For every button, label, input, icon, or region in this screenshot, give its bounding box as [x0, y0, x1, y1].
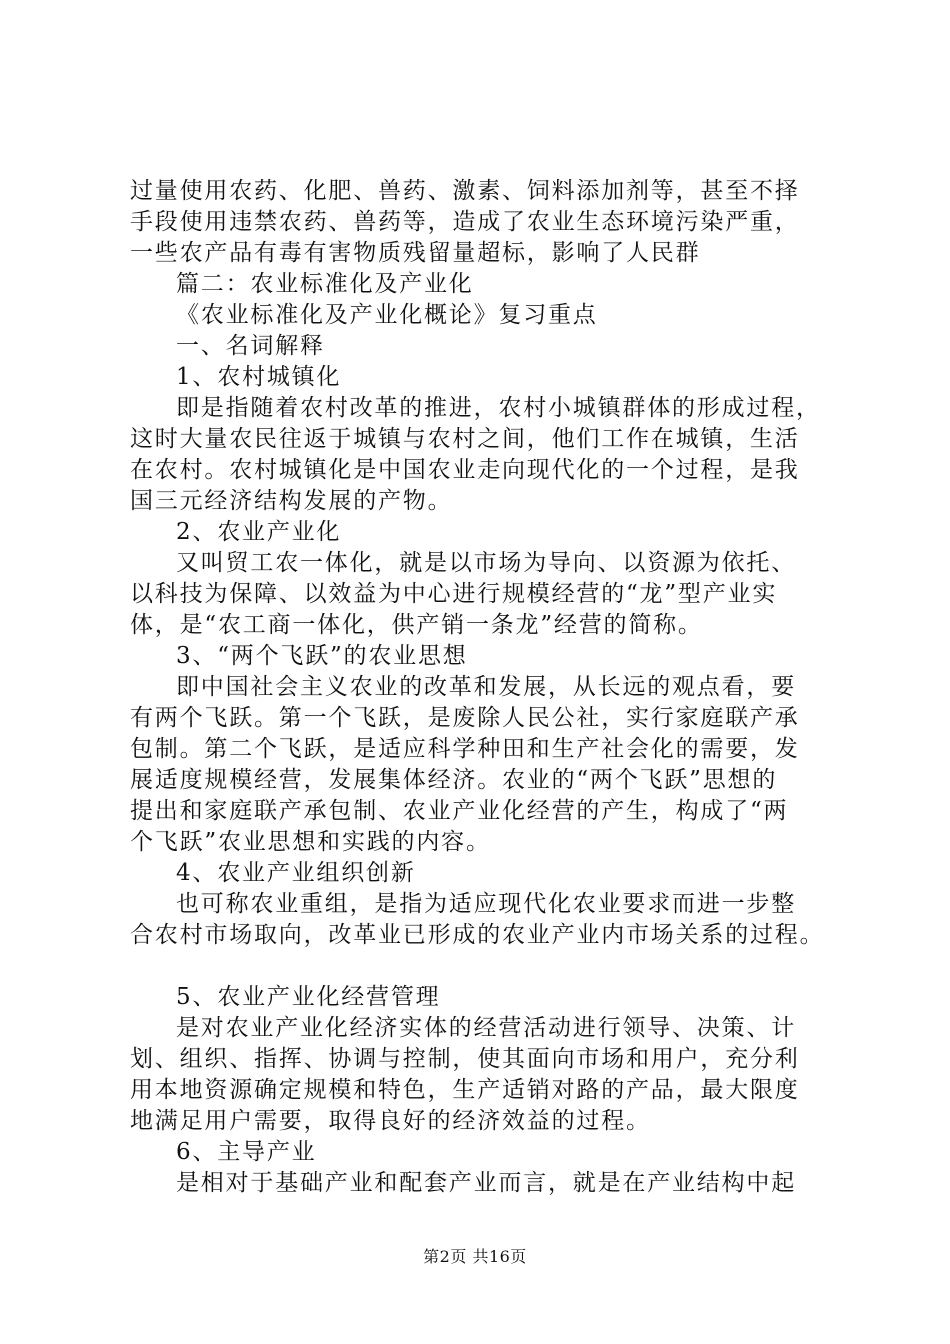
section-heading: 篇二：农业标准化及产业化 [176, 271, 474, 297]
paragraph-line: 即中国社会主义农业的改革和发展，从长远的观点看，要 [176, 674, 796, 700]
paragraph-line: 过量使用农药、化肥、兽药、激素、饲料添加剂等，甚至不择 [130, 178, 800, 204]
paragraph-line: 包制。第二个飞跃，是适应科学种田和生产社会化的需要，发 [130, 736, 800, 762]
term-heading: 4、农业产业组织创新 [176, 860, 416, 886]
document-title: 《农业标准化及产业化概论》复习重点 [176, 302, 598, 328]
paragraph-line: 个飞跃”农业思想和实践的内容。 [130, 829, 491, 855]
paragraph-line: 一些农产品有毒有害物质残留量超标，影响了人民群 [130, 240, 701, 266]
paragraph-line: 体，是“农工商一体化，供产销一条龙”经营的简称。 [130, 612, 703, 638]
paragraph-line: 手段使用违禁农药、兽药等，造成了农业生态环境污染严重， [130, 209, 800, 235]
term-heading: 6、主导产业 [176, 1139, 317, 1165]
paragraph-line: 即是指随着农村改革的推进，农村小城镇群体的形成过程， [176, 395, 821, 421]
page-number-footer: 第2页 共16页 [423, 1247, 527, 1266]
term-heading: 1、农村城镇化 [176, 364, 342, 390]
paragraph-line: 划、组织、指挥、协调与控制，使其面向市场和用户，充分利 [130, 1046, 800, 1072]
paragraph-line: 有两个飞跃。第一个飞跃，是废除人民公社，实行家庭联产承 [130, 705, 800, 731]
paragraph-line: 用本地资源确定规模和特色，生产适销对路的产品，最大限度 [130, 1077, 800, 1103]
paragraph-line: 提出和家庭联产承包制、农业产业化经营的产生，构成了“两 [130, 798, 789, 824]
term-heading: 3、“两个飞跃”的农业思想 [176, 643, 468, 669]
paragraph-line: 以科技为保障、以效益为中心进行规模经营的“龙”型产业实 [130, 581, 778, 607]
document-body [130, 176, 850, 1199]
paragraph-line: 合农村市场取向，改革业已形成的农业产业内市场关系的过程。 [130, 922, 825, 948]
term-heading: 5、农业产业化经营管理 [176, 984, 441, 1010]
paragraph-line: 地满足用户需要，取得良好的经济效益的过程。 [130, 1108, 651, 1134]
paragraph-line: 又叫贸工农一体化，就是以市场为导向、以资源为依托、 [176, 550, 796, 576]
paragraph-line: 国三元经济结构发展的产物。 [130, 488, 453, 514]
paragraph-line: 这时大量农民往返于城镇与农村之间，他们工作在城镇，生活 [130, 426, 800, 452]
paragraph-line: 展适度规模经营，发展集体经济。农业的“两个飞跃”思想的 [130, 767, 778, 793]
blank-line [130, 951, 850, 982]
paragraph-line: 也可称农业重组，是指为适应现代化农业要求而进一步整 [176, 891, 796, 917]
section-heading: 一、名词解释 [176, 333, 325, 359]
paragraph-line: 是对农业产业化经济实体的经营活动进行领导、决策、计 [176, 1015, 796, 1041]
paragraph-line: 在农村。农村城镇化是中国农业走向现代化的一个过程，是我 [130, 457, 800, 483]
paragraph-line: 是相对于基础产业和配套产业而言，就是在产业结构中起 [176, 1170, 796, 1196]
term-heading: 2、农业产业化 [176, 519, 342, 545]
